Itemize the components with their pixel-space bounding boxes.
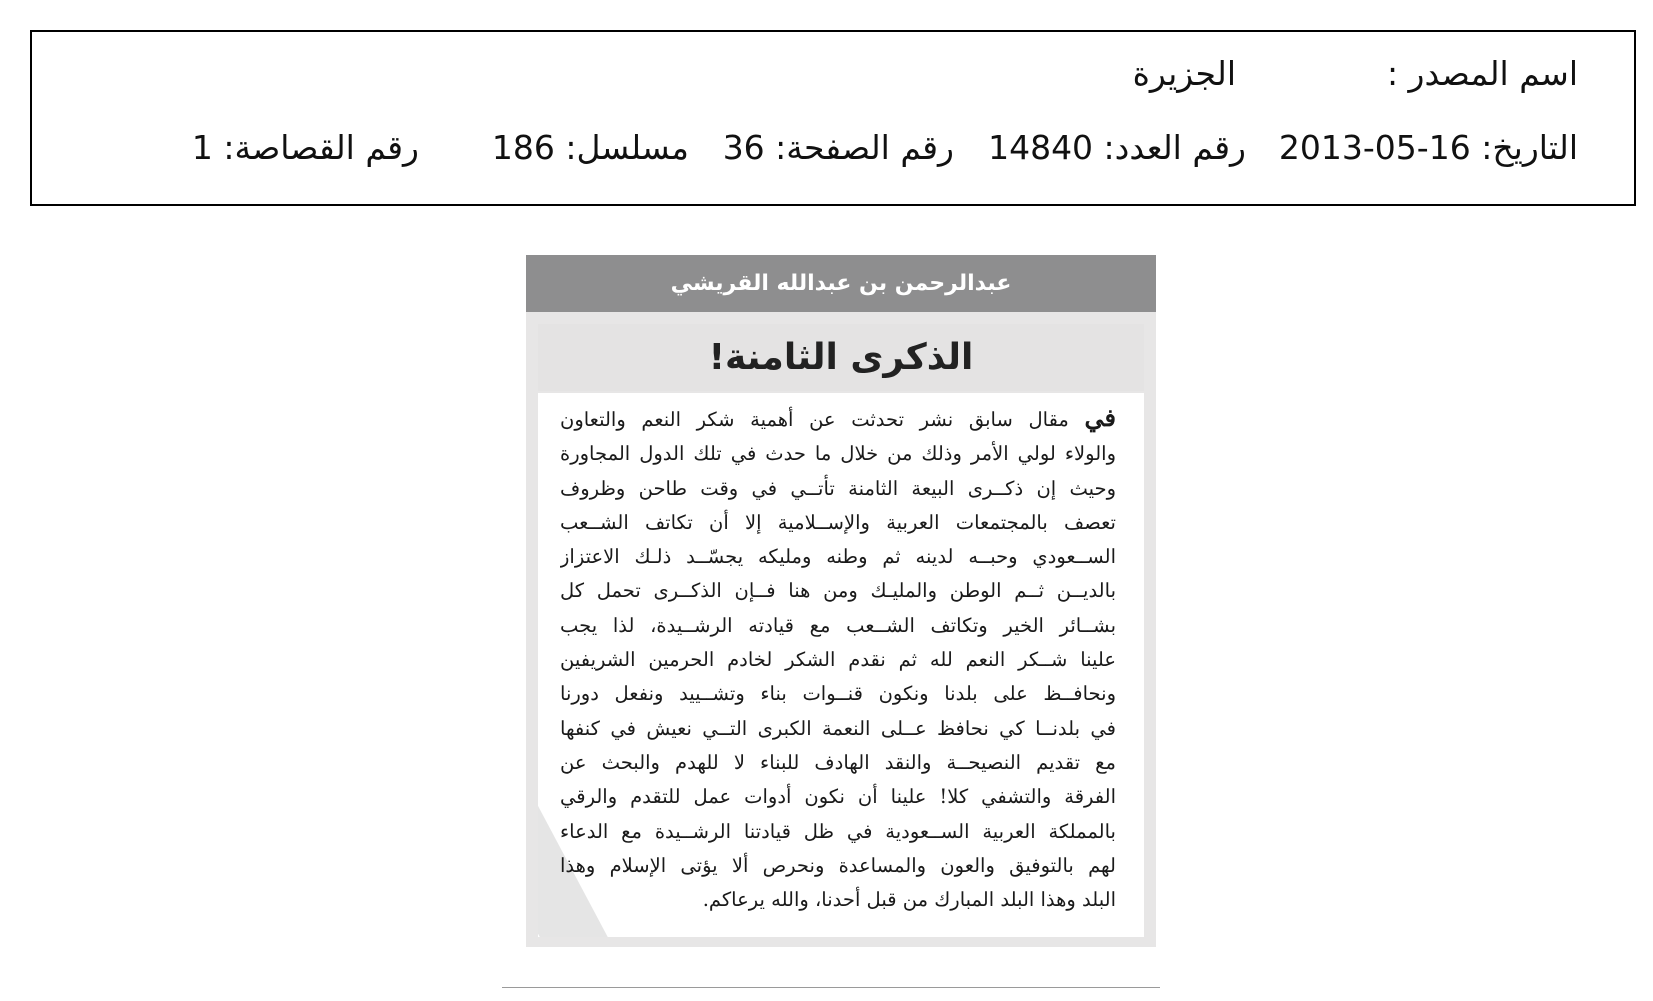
- clip-number-field: رقم القصاصة: 1: [191, 128, 419, 167]
- article-line: بالديــن ثــم الوطن والمليـك ومن هنا فــإن الذكــرى تحمل كل: [560, 579, 1116, 603]
- author-name: عبدالرحمن بن عبدالله القريشي: [526, 255, 1156, 312]
- article-line: بالمملكة العربية الســعودية في ظل قيادتنا الرشــيدة مع الدعاء: [560, 819, 1116, 843]
- newspaper-clipping: [526, 255, 1156, 947]
- article-line: علينا شــكر النعم لله ثم نقدم الشكر لخادم الحرمين الشريفين: [560, 648, 1116, 672]
- source-label: اسم المصدر :: [1386, 54, 1578, 93]
- serial-number-field: مسلسل: 186: [491, 128, 689, 167]
- page-number-field: رقم الصفحة: 36: [722, 128, 954, 167]
- article-text: [560, 401, 1116, 917]
- publication-details-row: [32, 128, 1634, 168]
- article-line: لهم بالتوفيق والعون والمساعدة ونحرص ألا يؤتى الإسلام وهذا: [560, 853, 1116, 877]
- issue-number-field: رقم العدد: 14840: [988, 128, 1246, 167]
- article-first-word: في: [1084, 403, 1116, 432]
- article-body: [538, 393, 1144, 937]
- article-line: ونحافــظ على بلدنا ونكون قنــوات بناء وتشــييد ونفعل دورنا: [560, 682, 1116, 706]
- article-line-last: البلد وهذا البلد المبارك من قبل أحدنا، والله يرعاكم.: [702, 888, 1116, 912]
- article-line: مع تقديم النصيحــة والنقد الهادف للبناء لا للهدم والبحث عن: [560, 750, 1116, 774]
- source-metadata-box: [30, 30, 1636, 206]
- article-line: تعصف بالمجتمعات العربية والإســلامية إلا أن تكاتف الشــعب: [560, 510, 1116, 534]
- source-row: [32, 54, 1634, 94]
- article-line: الفرقة والتشفي كلا! علينا أن نكون أدوات عمل للتقدم والرقي: [560, 785, 1116, 809]
- bottom-divider: [502, 987, 1160, 988]
- article-line: وحيث إن ذكــرى البيعة الثامنة تأتــي في وقت طاحن وظروف: [560, 476, 1116, 500]
- article-title: الذكرى الثامنة!: [538, 324, 1144, 391]
- article-line: بشــائر الخير وتكاتف الشــعب مع قيادته الرشــيدة، لذا يجب: [560, 613, 1116, 637]
- article-line: في مقال سابق نشر تحدثت عن أهمية شكر النعم والتعاون: [560, 403, 1116, 432]
- source-value: الجزيرة: [1132, 54, 1236, 93]
- date-field: التاريخ: 16-05-2013: [1278, 128, 1578, 167]
- article-line: الســعودي وحبــه لدينه ثم وطنه ومليكه يجسّــد ذلـك الاعتزاز: [560, 545, 1116, 569]
- article-line: في بلدنــا كي نحافظ عــلى النعمة الكبرى التــي نعيش في كنفها: [560, 716, 1116, 740]
- article-line: والولاء لولي الأمر وذلك من خلال ما حدث في تلك الدول المجاورة: [560, 442, 1116, 466]
